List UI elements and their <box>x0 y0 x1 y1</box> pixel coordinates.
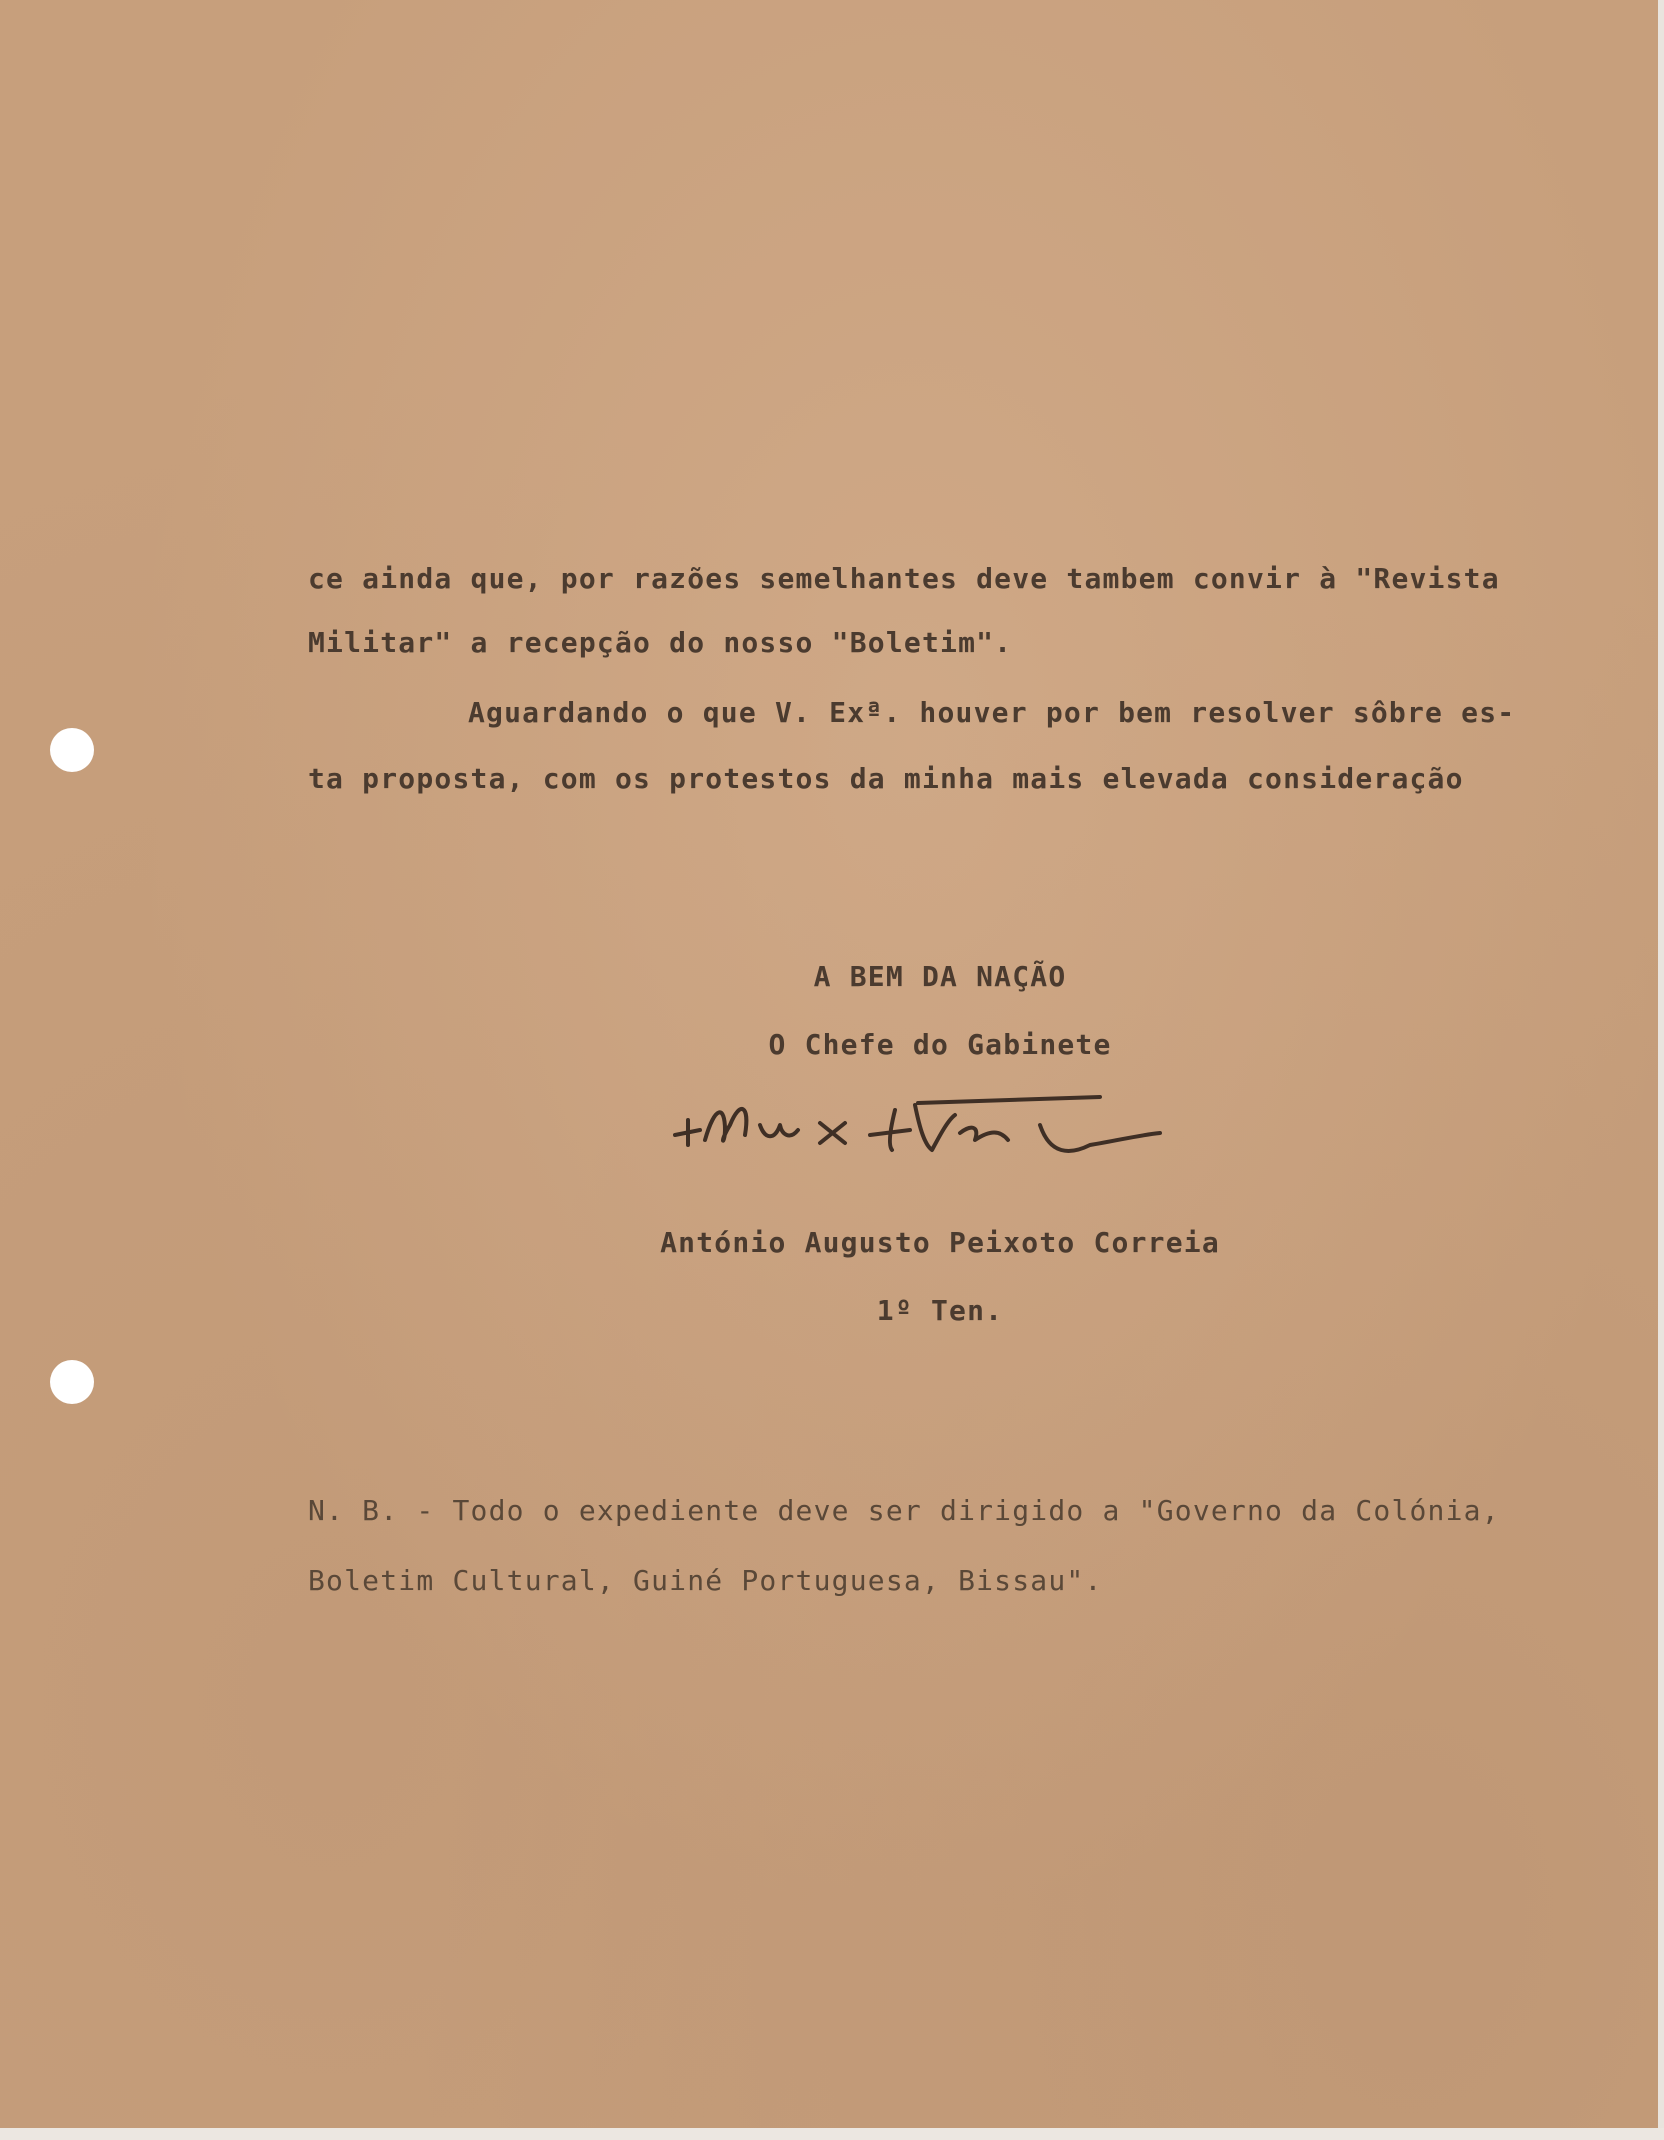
closing-role: O Chefe do Gabinete <box>768 1028 1112 1061</box>
signatory-rank: 1º Ten. <box>876 1294 1004 1327</box>
body-line-3: Aguardando o que V. Exª. houver por bem resolver sôbre es- <box>468 696 1516 729</box>
body-line-4: ta proposta, com os protestos da minha mais elevada consideração <box>308 762 1464 795</box>
page-edge-bottom <box>0 2128 1664 2140</box>
punch-hole-top <box>50 728 94 772</box>
body-line-1: ce ainda que, por razões semelhantes deve tambem convir à "Revista <box>308 562 1500 595</box>
note-line-1: N. B. - Todo o expediente deve ser dirigido a "Governo da Colónia, <box>308 1494 1500 1527</box>
punch-hole-bottom <box>50 1360 94 1404</box>
page-edge-right <box>1658 0 1664 2140</box>
body-line-2: Militar" a recepção do nosso "Boletim". <box>308 626 1013 659</box>
note-line-2: Boletim Cultural, Guiné Portuguesa, Bissau". <box>308 1564 1103 1597</box>
handwritten-signature <box>670 1085 1320 1165</box>
closing-salutation: A BEM DA NAÇÃO <box>813 960 1067 993</box>
signatory-name: António Augusto Peixoto Correia <box>660 1226 1220 1259</box>
